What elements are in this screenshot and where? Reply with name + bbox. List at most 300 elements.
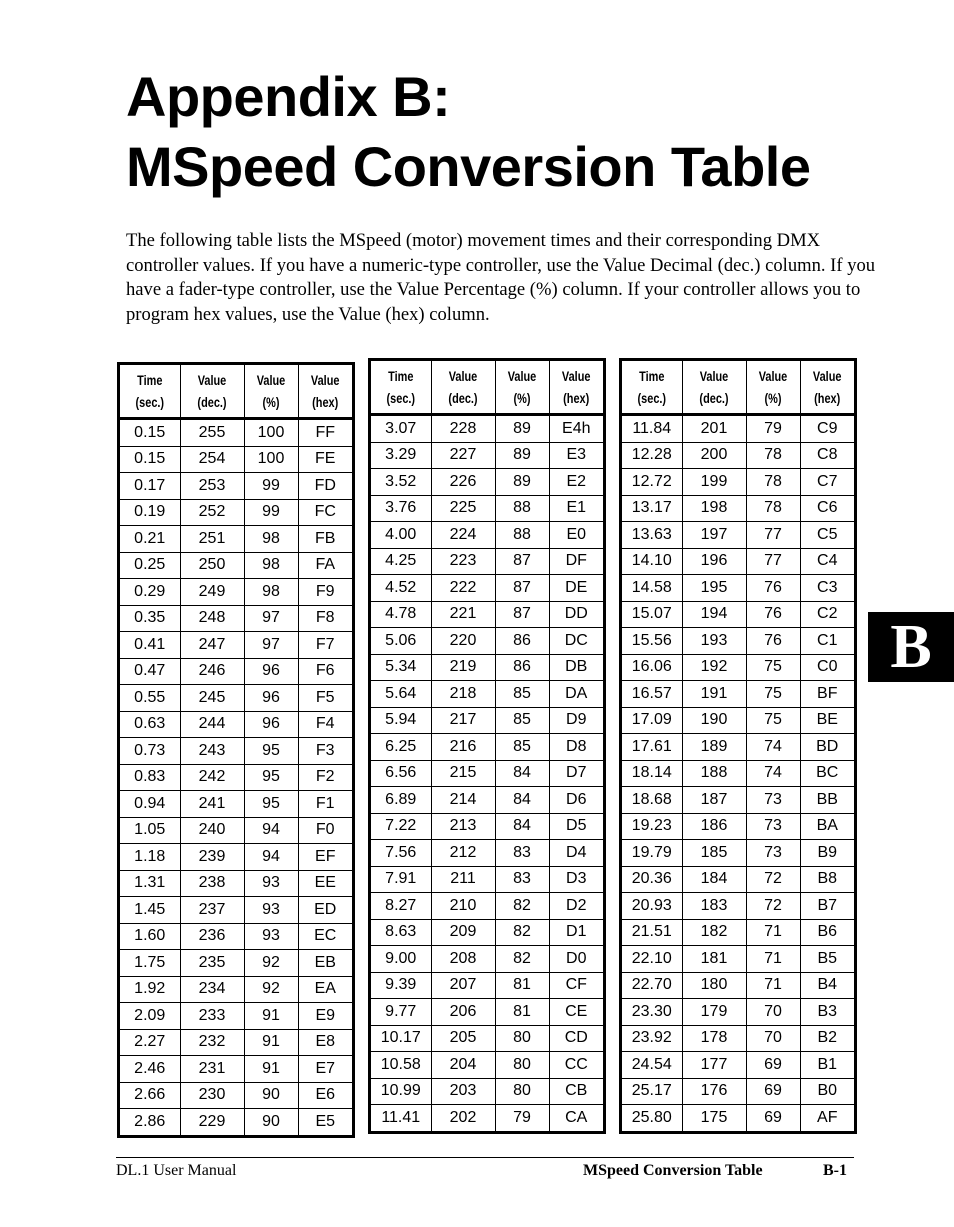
table-cell: 179	[682, 999, 746, 1026]
table-cell: 246	[180, 658, 244, 685]
table-cell: 0.17	[120, 473, 180, 500]
table-cell: 14.10	[622, 548, 682, 575]
table-cell: 243	[180, 738, 244, 765]
table-cell: D8	[549, 734, 603, 761]
table-cell: DD	[549, 601, 603, 628]
table-cell: B3	[800, 999, 854, 1026]
table-cell: 199	[682, 469, 746, 496]
table-cell: 198	[682, 495, 746, 522]
table-cell: 183	[682, 893, 746, 920]
table-cell: 2.27	[120, 1029, 180, 1056]
table-cell: 1.75	[120, 950, 180, 977]
conversion-table-2	[368, 358, 606, 1134]
table-cell: CF	[549, 972, 603, 999]
table-cell: 0.21	[120, 526, 180, 553]
table-row	[622, 760, 854, 787]
table-cell: 180	[682, 972, 746, 999]
table-cell: E8	[298, 1029, 352, 1056]
table-cell: 81	[495, 972, 549, 999]
table-row	[622, 522, 854, 549]
table-cell: 235	[180, 950, 244, 977]
table-cell: B7	[800, 893, 854, 920]
table-cell: FA	[298, 552, 352, 579]
table-cell: 200	[682, 442, 746, 469]
table-cell: 0.35	[120, 605, 180, 632]
table-row	[120, 526, 352, 553]
table-cell: 10.17	[371, 1025, 431, 1052]
table-cell: 207	[431, 972, 495, 999]
table-cell: 219	[431, 654, 495, 681]
table-cell: FB	[298, 526, 352, 553]
table-cell: 194	[682, 601, 746, 628]
table-cell: 0.15	[134, 423, 166, 441]
table-cell: DA	[549, 681, 603, 708]
table-cell: 85	[495, 681, 549, 708]
table-row	[371, 495, 603, 522]
table-row	[120, 923, 352, 950]
table-cell: 92	[244, 950, 298, 977]
table-cell: FF	[298, 419, 352, 447]
table-row	[120, 579, 352, 606]
table-cell: 184	[682, 866, 746, 893]
table-cell: 87	[495, 548, 549, 575]
table-row	[622, 654, 854, 681]
table-cell: BB	[800, 787, 854, 814]
table-row	[622, 946, 854, 973]
table-cell: C2	[800, 601, 854, 628]
table-cell: 22.10	[622, 946, 682, 973]
table-row	[371, 999, 603, 1026]
table-cell: E1	[549, 495, 603, 522]
column-header-line: (dec.)	[197, 394, 227, 410]
table-cell: 85	[495, 734, 549, 761]
table-cell: 84	[495, 787, 549, 814]
table-cell: BF	[800, 681, 854, 708]
table-cell: 22.70	[622, 972, 682, 999]
table-cell: 0.63	[120, 711, 180, 738]
column-header-line: Value	[812, 368, 842, 384]
table-cell: 78	[746, 495, 800, 522]
table-cell: C9	[800, 415, 854, 443]
table-cell: F7	[298, 632, 352, 659]
title-line-1: Appendix B:	[126, 65, 451, 128]
table-row	[371, 548, 603, 575]
table-cell: 1.92	[120, 976, 180, 1003]
column-header-line: Value	[197, 372, 227, 388]
table-cell: 10.99	[371, 1078, 431, 1105]
table-cell: 239	[180, 844, 244, 871]
table-cell: 6.25	[371, 734, 431, 761]
table-cell: 90	[244, 1109, 298, 1135]
table-cell: 4.00	[371, 522, 431, 549]
table-cell: 18.14	[622, 760, 682, 787]
table-cell: 245	[180, 685, 244, 712]
table-cell: 99	[244, 473, 298, 500]
table-row	[120, 499, 352, 526]
table-cell: C1	[800, 628, 854, 655]
table-cell: 2.46	[120, 1056, 180, 1083]
table-cell: F4	[298, 711, 352, 738]
table-cell: 232	[180, 1029, 244, 1056]
table-cell: B2	[800, 1025, 854, 1052]
table-row	[622, 999, 854, 1026]
table-cell: 188	[682, 760, 746, 787]
table-cell: 218	[431, 681, 495, 708]
table-cell: C3	[800, 575, 854, 602]
table-cell: B6	[800, 919, 854, 946]
table-cell: 205	[431, 1025, 495, 1052]
table-cell: 96	[244, 711, 298, 738]
table-row	[120, 685, 352, 712]
table-cell: 191	[682, 681, 746, 708]
table-cell: F1	[298, 791, 352, 818]
table-cell: D2	[549, 893, 603, 920]
table-cell: 224	[431, 522, 495, 549]
table-cell: 0.15	[120, 446, 180, 473]
table-cell: 212	[431, 840, 495, 867]
table-cell: 75	[746, 707, 800, 734]
table-cell: ED	[298, 897, 352, 924]
table-row	[120, 817, 352, 844]
table-cell: 19.23	[622, 813, 682, 840]
table-cell: 19.79	[622, 840, 682, 867]
table-cell: 214	[431, 787, 495, 814]
table-cell: 86	[495, 654, 549, 681]
table-cell: 25.17	[622, 1078, 682, 1105]
table-cell: 23.30	[622, 999, 682, 1026]
table-cell: 230	[180, 1082, 244, 1109]
table-cell: 5.94	[371, 707, 431, 734]
table-cell: 4.52	[371, 575, 431, 602]
column-header	[378, 361, 425, 415]
table-cell: B9	[800, 840, 854, 867]
table-cell: CD	[549, 1025, 603, 1052]
table-cell: 248	[180, 605, 244, 632]
table-cell: 76	[746, 628, 800, 655]
table-cell: 72	[746, 893, 800, 920]
table-cell: 90	[244, 1082, 298, 1109]
table-cell: B4	[800, 972, 854, 999]
table-cell: 220	[431, 628, 495, 655]
table-row	[622, 893, 854, 920]
table-row	[371, 946, 603, 973]
table-cell: FE	[298, 446, 352, 473]
table-cell: CE	[549, 999, 603, 1026]
table-cell: 7.91	[371, 866, 431, 893]
table-cell: DE	[549, 575, 603, 602]
table-row	[371, 469, 603, 496]
table-cell: 79	[746, 415, 800, 443]
table-row	[371, 813, 603, 840]
table-cell: 5.64	[371, 681, 431, 708]
table-row	[371, 866, 603, 893]
table-row	[622, 1078, 854, 1105]
footer-section-title: MSpeed Conversion Table	[583, 1162, 763, 1179]
table-cell: EC	[298, 923, 352, 950]
footer-manual-name: DL.1 User Manual	[116, 1162, 237, 1179]
table-row	[622, 548, 854, 575]
table-cell: 3.76	[371, 495, 431, 522]
table-cell: 190	[682, 707, 746, 734]
table-cell: 100	[244, 446, 298, 473]
table-cell: CA	[549, 1105, 603, 1131]
table-cell: 82	[495, 919, 549, 946]
table-row	[371, 522, 603, 549]
table-cell: 73	[746, 813, 800, 840]
table-cell: 236	[180, 923, 244, 950]
table-cell: 253	[180, 473, 244, 500]
table-cell: 8.27	[371, 893, 431, 920]
table-cell: 69	[746, 1052, 800, 1079]
table-row	[120, 419, 352, 447]
table-cell: E6	[298, 1082, 352, 1109]
table-cell: DC	[549, 628, 603, 655]
table-cell: 85	[495, 707, 549, 734]
table-row	[120, 446, 352, 473]
table-cell: 70	[746, 1025, 800, 1052]
table-cell: 77	[746, 548, 800, 575]
table-cell: BD	[800, 734, 854, 761]
column-header-line: Value	[507, 368, 537, 384]
table-row	[622, 972, 854, 999]
column-header-line: (sec.)	[637, 390, 667, 406]
table-cell: 15.56	[622, 628, 682, 655]
table-cell: 3.52	[371, 469, 431, 496]
table-row	[120, 1082, 352, 1109]
table-cell: 74	[746, 760, 800, 787]
column-header-line: (sec.)	[386, 390, 416, 406]
table-cell: 97	[244, 632, 298, 659]
table-cell: 77	[746, 522, 800, 549]
column-header-line: Value	[448, 368, 478, 384]
table-cell: C4	[800, 548, 854, 575]
table-row	[371, 1105, 603, 1131]
table-row	[622, 469, 854, 496]
column-header-line: (sec.)	[135, 394, 165, 410]
table-cell: 197	[682, 522, 746, 549]
column-header	[438, 361, 488, 415]
table-cell: 3.29	[371, 442, 431, 469]
table-cell: 237	[180, 897, 244, 924]
column-header-line: Time	[388, 368, 414, 384]
table-cell: 217	[431, 707, 495, 734]
table-row	[371, 628, 603, 655]
table-cell: 88	[495, 522, 549, 549]
table-cell: CB	[549, 1078, 603, 1105]
table-cell: 9.00	[371, 946, 431, 973]
table-row	[371, 601, 603, 628]
column-header-line: (%)	[513, 390, 531, 406]
table-cell: 93	[244, 870, 298, 897]
table-row	[120, 1056, 352, 1083]
table-cell: 242	[180, 764, 244, 791]
table-cell: 213	[431, 813, 495, 840]
table-cell: 71	[746, 972, 800, 999]
table-cell: 82	[495, 946, 549, 973]
table-cell: 244	[180, 711, 244, 738]
table-cell: 71	[746, 919, 800, 946]
table-cell: 6.89	[371, 787, 431, 814]
table-cell: 89	[495, 442, 549, 469]
table-row	[371, 654, 603, 681]
table-cell: 25.80	[622, 1105, 682, 1131]
table-cell: 211	[431, 866, 495, 893]
table-row	[622, 1052, 854, 1079]
column-header	[629, 361, 676, 415]
table-cell: 1.05	[120, 817, 180, 844]
table-cell: 0.29	[120, 579, 180, 606]
table-cell: 0.41	[120, 632, 180, 659]
table-cell: 84	[495, 760, 549, 787]
table-cell: 4.25	[371, 548, 431, 575]
conversion-table-3	[619, 358, 857, 1134]
column-header-line: (hex)	[312, 394, 339, 410]
table-cell: 223	[431, 548, 495, 575]
table-row	[120, 658, 352, 685]
table-row	[120, 632, 352, 659]
table-cell: 100	[244, 419, 298, 447]
table-row	[120, 1109, 352, 1135]
table-cell: 1.60	[120, 923, 180, 950]
table-cell: 182	[682, 919, 746, 946]
table-header-row	[622, 361, 854, 415]
table-cell: D4	[549, 840, 603, 867]
table-cell: 203	[431, 1078, 495, 1105]
table-row	[120, 791, 352, 818]
table-cell: 91	[244, 1029, 298, 1056]
table-cell: 208	[431, 946, 495, 973]
column-header	[555, 361, 597, 415]
table-cell: 21.51	[622, 919, 682, 946]
table-cell: 209	[431, 919, 495, 946]
table-cell: C0	[800, 654, 854, 681]
table-cell: 7.22	[371, 813, 431, 840]
table-cell: 70	[746, 999, 800, 1026]
table-cell: 228	[431, 415, 495, 443]
table-cell: 86	[495, 628, 549, 655]
table-row	[622, 1025, 854, 1052]
table-cell: 252	[180, 499, 244, 526]
table-cell: 76	[746, 575, 800, 602]
table-cell: B5	[800, 946, 854, 973]
table-cell: F9	[298, 579, 352, 606]
table-row	[120, 976, 352, 1003]
table-cell: 11.41	[371, 1105, 431, 1131]
table-cell: 16.06	[622, 654, 682, 681]
table-cell: D3	[549, 866, 603, 893]
table-cell: F0	[298, 817, 352, 844]
table-cell: 1.45	[120, 897, 180, 924]
table-row	[371, 1078, 603, 1105]
table-cell: 5.34	[371, 654, 431, 681]
table-cell: 251	[180, 526, 244, 553]
table-cell: BC	[800, 760, 854, 787]
table-row	[371, 707, 603, 734]
table-cell: 0.55	[120, 685, 180, 712]
table-cell: 221	[431, 601, 495, 628]
table-cell: 17.09	[622, 707, 682, 734]
table-cell: 23.92	[622, 1025, 682, 1052]
table-cell: 195	[682, 575, 746, 602]
table-row	[120, 764, 352, 791]
column-header	[752, 361, 794, 415]
table-row	[622, 1105, 854, 1131]
table-row	[622, 681, 854, 708]
table-row	[622, 495, 854, 522]
table-cell: 95	[244, 791, 298, 818]
table-cell: E3	[549, 442, 603, 469]
column-header	[127, 365, 174, 419]
table-cell: B0	[800, 1078, 854, 1105]
table-cell: 75	[746, 654, 800, 681]
column-header	[187, 365, 237, 419]
table-cell: 226	[431, 469, 495, 496]
table-cell: FC	[298, 499, 352, 526]
table-cell: 192	[682, 654, 746, 681]
table-cell: 254	[180, 446, 244, 473]
table-cell: D6	[549, 787, 603, 814]
table-cell: 181	[682, 946, 746, 973]
table-cell: CC	[549, 1052, 603, 1079]
table-row	[371, 1025, 603, 1052]
conversion-table	[120, 365, 352, 1135]
table-cell: 193	[682, 628, 746, 655]
table-row	[120, 1029, 352, 1056]
table-cell: 17.61	[622, 734, 682, 761]
table-cell: EA	[298, 976, 352, 1003]
table-cell: 94	[244, 817, 298, 844]
table-cell: 255	[180, 419, 244, 447]
table-cell: 16.57	[622, 681, 682, 708]
table-cell: 91	[244, 1056, 298, 1083]
appendix-tab: B	[868, 612, 954, 682]
table-cell: 98	[244, 552, 298, 579]
table-cell: 206	[431, 999, 495, 1026]
table-row	[120, 950, 352, 977]
table-cell: 98	[244, 579, 298, 606]
table-cell: BE	[800, 707, 854, 734]
table-cell: D7	[549, 760, 603, 787]
table-cell: 18.68	[622, 787, 682, 814]
table-cell: DF	[549, 548, 603, 575]
table-cell: 0.25	[120, 552, 180, 579]
table-cell: 7.56	[371, 840, 431, 867]
table-cell: 87	[495, 601, 549, 628]
table-cell: 95	[244, 764, 298, 791]
table-cell: C5	[800, 522, 854, 549]
table-row	[622, 813, 854, 840]
table-cell: 12.28	[622, 442, 682, 469]
column-header-line: Value	[699, 368, 729, 384]
table-row	[371, 734, 603, 761]
table-row	[371, 760, 603, 787]
intro-paragraph: The following table lists the MSpeed (motor) movement times and their corresponding DMX controller values. If you have a numeric-type controller, use the Value Decimal (dec.) column. If you have a fader-type controller, use the Value Percentage (%) column. If your controller allows you to program hex values, use the Value (hex) column.	[126, 230, 876, 326]
table-cell: 89	[495, 469, 549, 496]
table-cell: F3	[298, 738, 352, 765]
table-cell: 83	[495, 866, 549, 893]
table-cell: 98	[244, 526, 298, 553]
table-cell: DB	[549, 654, 603, 681]
table-cell: 202	[431, 1105, 495, 1131]
table-cell: 80	[495, 1078, 549, 1105]
table-cell: 2.09	[120, 1003, 180, 1030]
table-cell: AF	[800, 1105, 854, 1131]
table-cell: 238	[180, 870, 244, 897]
column-header-line: Time	[137, 372, 163, 388]
table-cell: 0.19	[120, 499, 180, 526]
table-cell: 72	[746, 866, 800, 893]
column-header	[501, 361, 543, 415]
